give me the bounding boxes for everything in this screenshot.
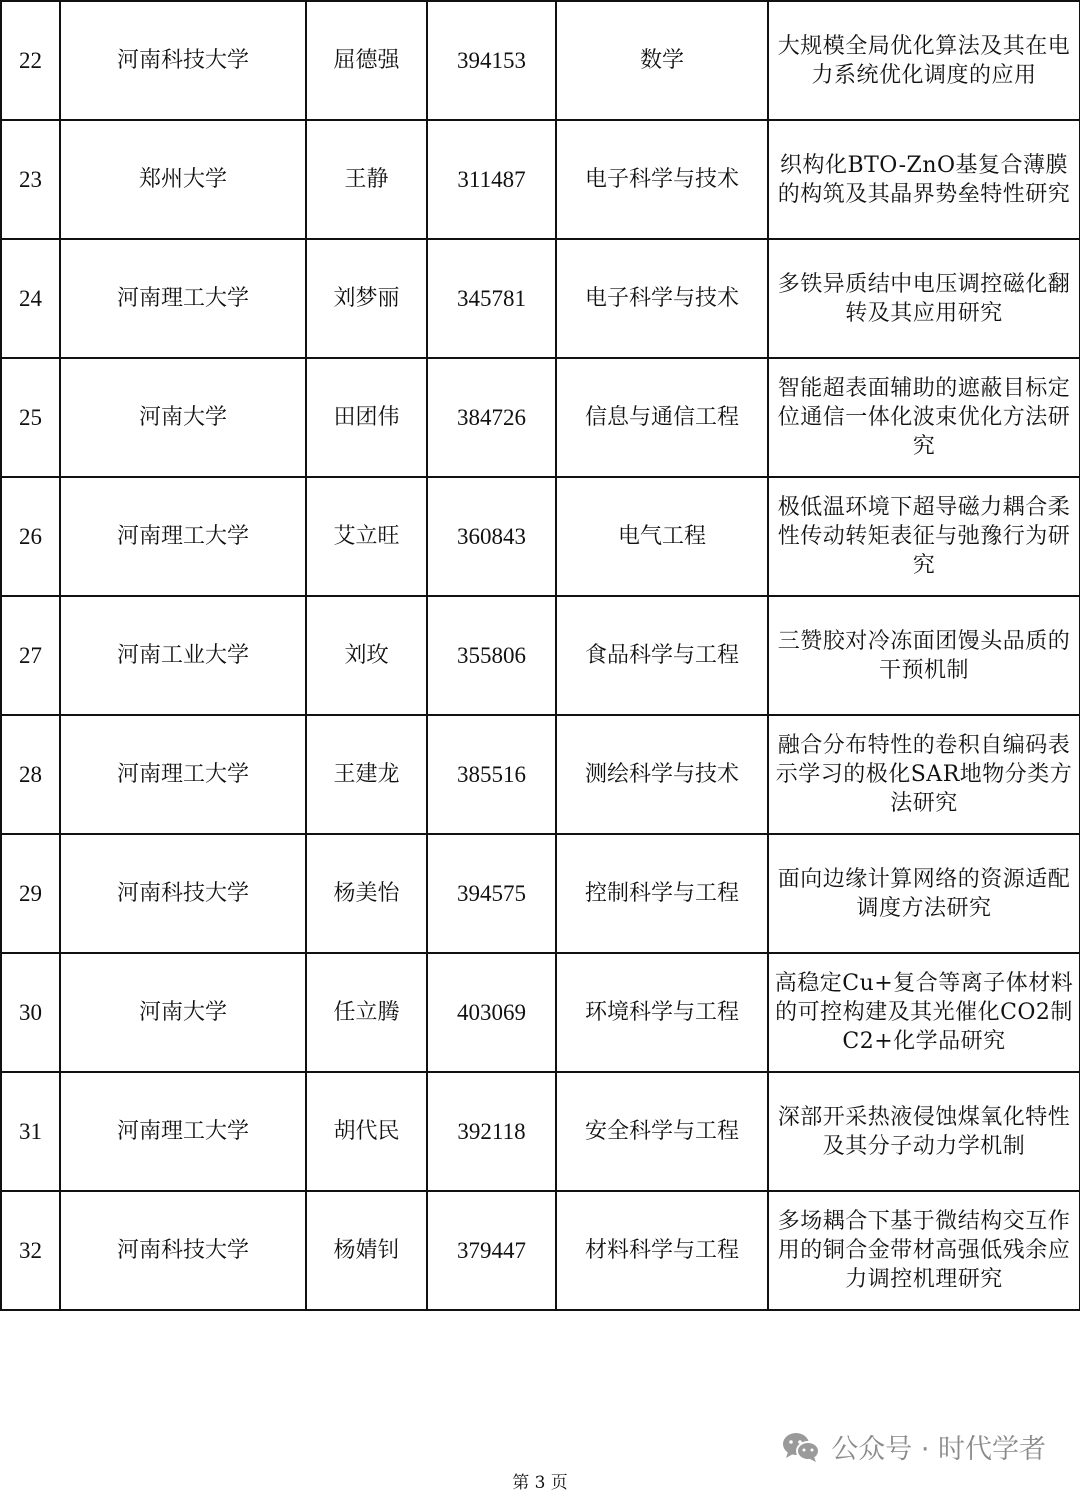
id-cell: 384726 — [427, 358, 556, 477]
title-cell: 织构化BTO-ZnO基复合薄膜的构筑及其晶界势垒特性研究 — [768, 120, 1080, 239]
field-cell: 环境科学与工程 — [556, 953, 768, 1072]
field-cell: 材料科学与工程 — [556, 1191, 768, 1310]
wechat-icon — [781, 1430, 821, 1464]
table-row — [1, 358, 1080, 477]
name-cell: 刘梦丽 — [306, 239, 427, 358]
title-cell: 高稳定Cu+复合等离子体材料的可控构建及其光催化CO2制C2+化学品研究 — [768, 953, 1080, 1072]
field-cell: 测绘科学与技术 — [556, 715, 768, 834]
university-cell: 河南理工大学 — [60, 477, 306, 596]
university-cell: 郑州大学 — [60, 120, 306, 239]
name-cell: 胡代民 — [306, 1072, 427, 1191]
table-row — [1, 953, 1080, 1072]
row-number: 26 — [1, 477, 60, 596]
field-cell: 电子科学与技术 — [556, 239, 768, 358]
id-cell: 394153 — [427, 1, 556, 120]
name-cell: 刘玫 — [306, 596, 427, 715]
table-row — [1, 120, 1080, 239]
university-cell: 河南科技大学 — [60, 834, 306, 953]
university-cell: 河南理工大学 — [60, 715, 306, 834]
table-row — [1, 834, 1080, 953]
title-cell: 融合分布特性的卷积自编码表示学习的极化SAR地物分类方法研究 — [768, 715, 1080, 834]
title-cell: 深部开采热液侵蚀煤氧化特性及其分子动力学机制 — [768, 1072, 1080, 1191]
name-cell: 王建龙 — [306, 715, 427, 834]
row-number: 32 — [1, 1191, 60, 1310]
id-cell: 345781 — [427, 239, 556, 358]
name-cell: 任立腾 — [306, 953, 427, 1072]
id-cell: 360843 — [427, 477, 556, 596]
university-cell: 河南科技大学 — [60, 1191, 306, 1310]
title-cell: 多场耦合下基于微结构交互作用的铜合金带材高强低残余应力调控机理研究 — [768, 1191, 1080, 1310]
field-cell: 电子科学与技术 — [556, 120, 768, 239]
university-cell: 河南理工大学 — [60, 1072, 306, 1191]
watermark-text: 公众号 · 时代学者 — [831, 1434, 1046, 1465]
row-number: 23 — [1, 120, 60, 239]
table-row — [1, 239, 1080, 358]
title-cell: 多铁异质结中电压调控磁化翻转及其应用研究 — [768, 239, 1080, 358]
field-cell: 控制科学与工程 — [556, 834, 768, 953]
university-cell: 河南工业大学 — [60, 596, 306, 715]
title-cell: 面向边缘计算网络的资源适配调度方法研究 — [768, 834, 1080, 953]
field-cell: 电气工程 — [556, 477, 768, 596]
table-row — [1, 1072, 1080, 1191]
id-cell: 311487 — [427, 120, 556, 239]
title-cell: 大规模全局优化算法及其在电力系统优化调度的应用 — [768, 1, 1080, 120]
name-cell: 王静 — [306, 120, 427, 239]
row-number: 30 — [1, 953, 60, 1072]
id-cell: 403069 — [427, 953, 556, 1072]
table-row — [1, 1, 1080, 120]
name-cell: 屈德强 — [306, 1, 427, 120]
wechat-watermark — [781, 1427, 1046, 1466]
row-number: 28 — [1, 715, 60, 834]
university-cell: 河南大学 — [60, 358, 306, 477]
row-number: 22 — [1, 1, 60, 120]
name-cell: 艾立旺 — [306, 477, 427, 596]
table-row — [1, 1191, 1080, 1310]
row-number: 29 — [1, 834, 60, 953]
field-cell: 食品科学与工程 — [556, 596, 768, 715]
row-number: 27 — [1, 596, 60, 715]
name-cell: 杨婧钊 — [306, 1191, 427, 1310]
row-number: 31 — [1, 1072, 60, 1191]
university-cell: 河南理工大学 — [60, 239, 306, 358]
id-cell: 379447 — [427, 1191, 556, 1310]
row-number: 25 — [1, 358, 60, 477]
table-row — [1, 715, 1080, 834]
field-cell: 安全科学与工程 — [556, 1072, 768, 1191]
field-cell: 数学 — [556, 1, 768, 120]
university-cell: 河南科技大学 — [60, 1, 306, 120]
id-cell: 392118 — [427, 1072, 556, 1191]
title-cell: 极低温环境下超导磁力耦合柔性传动转矩表征与弛豫行为研究 — [768, 477, 1080, 596]
row-number: 24 — [1, 239, 60, 358]
title-cell: 智能超表面辅助的遮蔽目标定位通信一体化波束优化方法研究 — [768, 358, 1080, 477]
title-cell: 三赞胶对冷冻面团馒头品质的干预机制 — [768, 596, 1080, 715]
id-cell: 385516 — [427, 715, 556, 834]
page-number: 第 3 页 — [512, 1473, 568, 1493]
name-cell: 田团伟 — [306, 358, 427, 477]
id-cell: 394575 — [427, 834, 556, 953]
university-cell: 河南大学 — [60, 953, 306, 1072]
table-row — [1, 596, 1080, 715]
id-cell: 355806 — [427, 596, 556, 715]
table-row — [1, 477, 1080, 596]
name-cell: 杨美怡 — [306, 834, 427, 953]
field-cell: 信息与通信工程 — [556, 358, 768, 477]
